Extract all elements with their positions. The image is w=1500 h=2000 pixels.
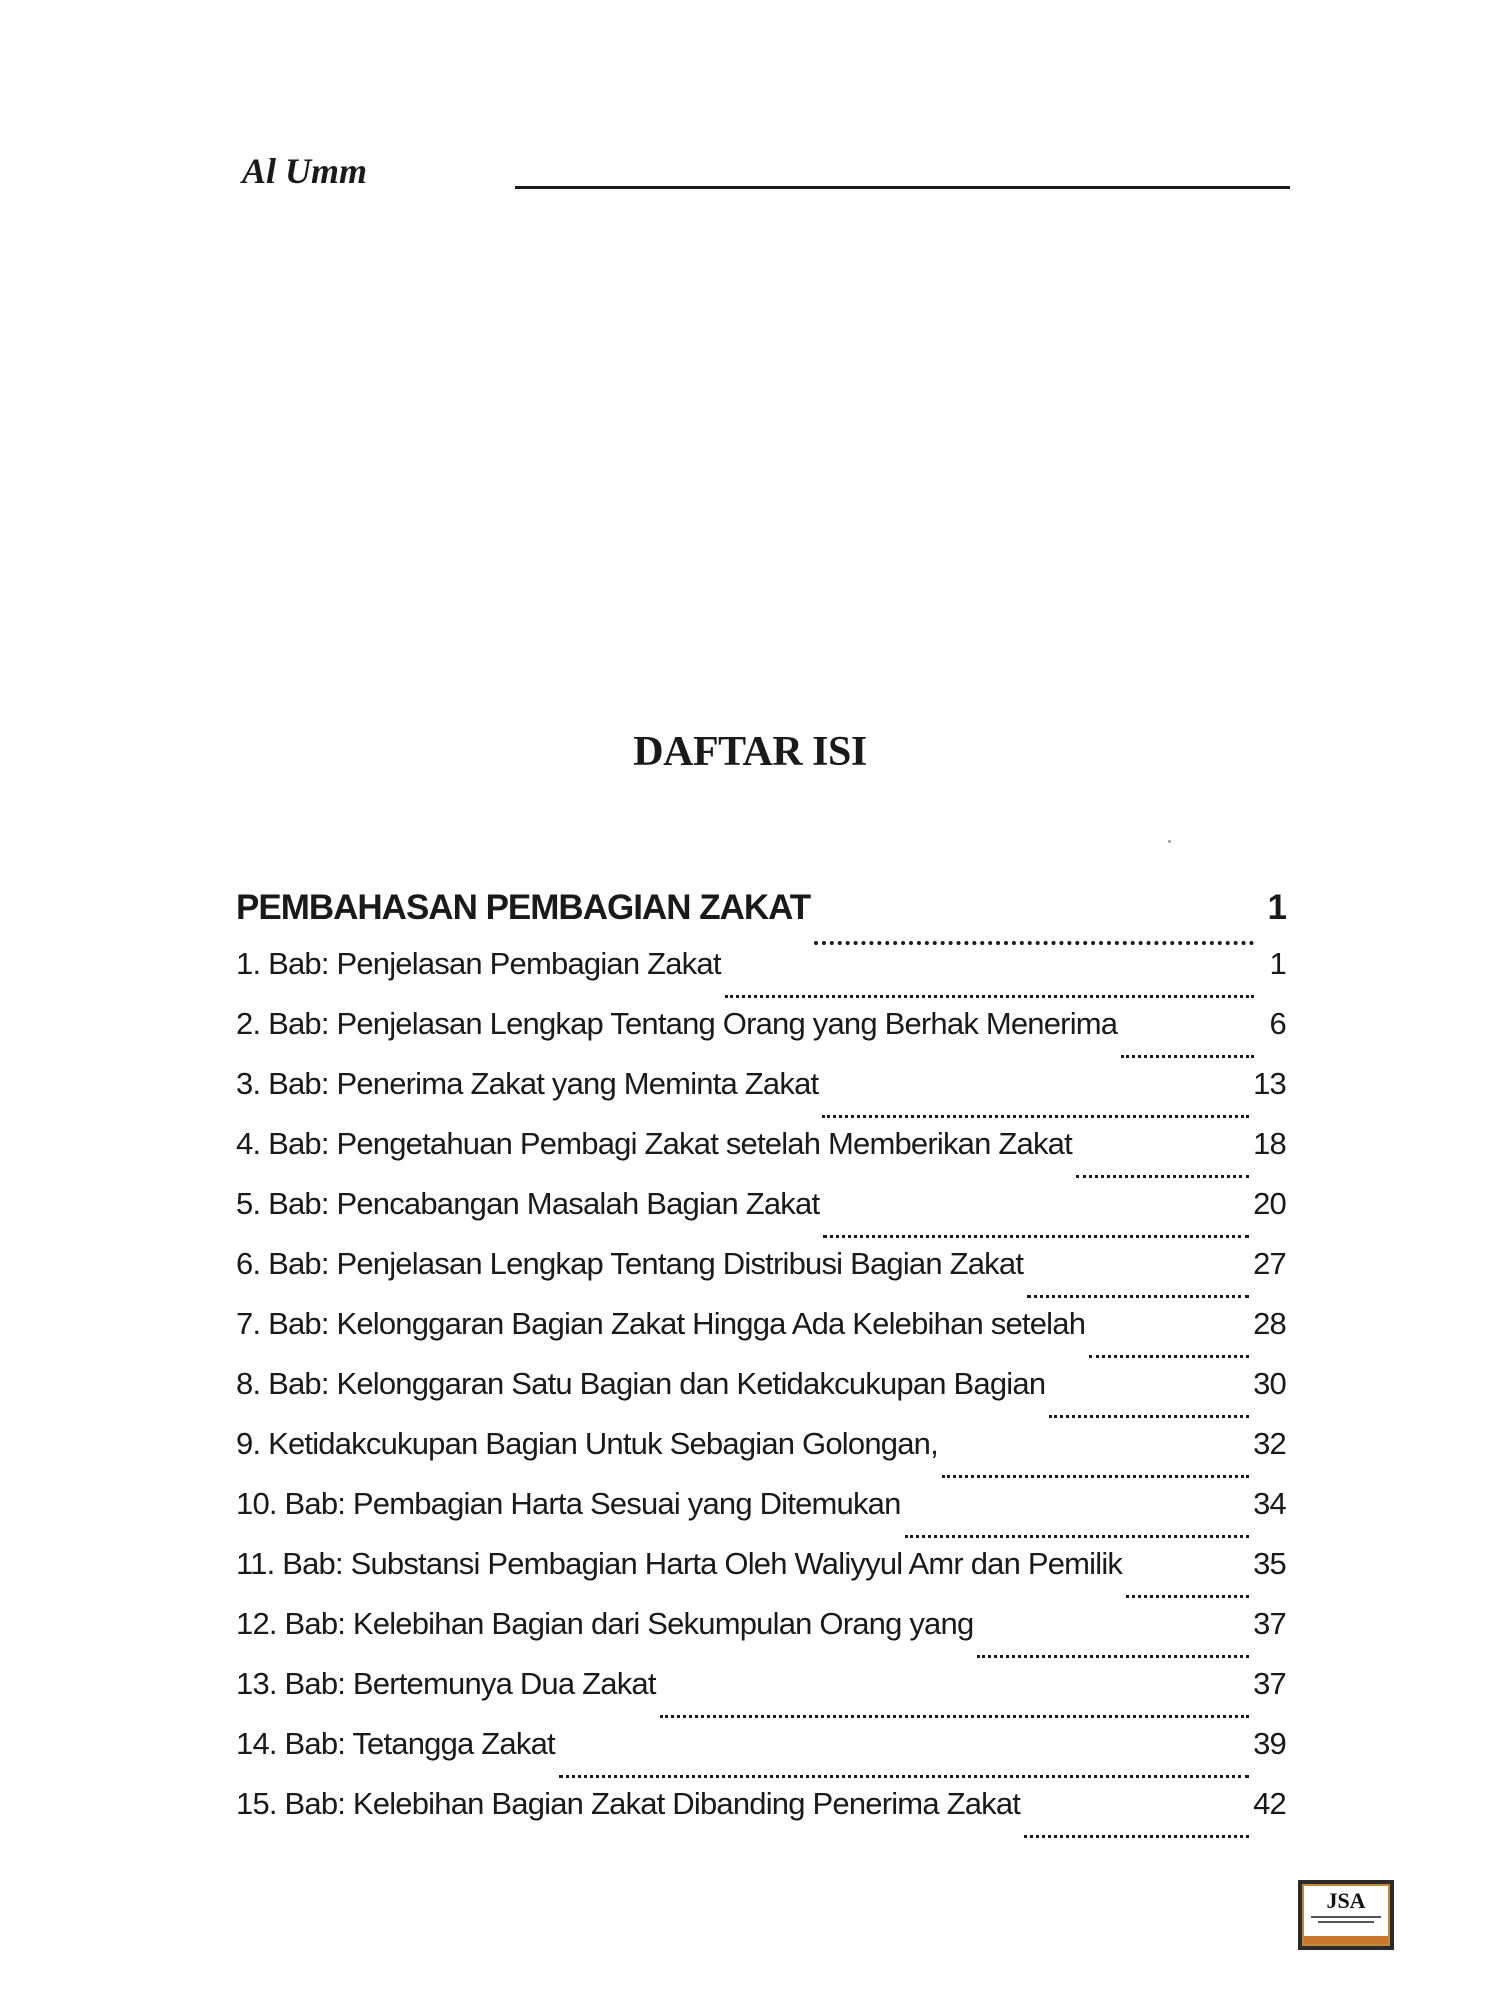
toc-entries: [236, 946, 1286, 1846]
scan-speck: [1168, 840, 1171, 843]
dot-leader: [942, 1475, 1249, 1478]
stamp-frame: [1302, 1884, 1390, 1946]
dot-leader: [823, 1235, 1249, 1238]
toc-entry-label: 7. Bab: Kelonggaran Bagian Zakat Hingga Ada Kelebihan setelah: [236, 1306, 1086, 1341]
toc-entry-page: 42: [1253, 1786, 1286, 1821]
toc-entry[interactable]: [236, 1426, 1286, 1486]
toc-entry-page: 6: [1269, 1006, 1286, 1041]
toc-entry-label: 14. Bab: Tetangga Zakat: [236, 1726, 555, 1761]
toc-entry-label: 11. Bab: Substansi Pembagian Harta Oleh Waliyyul Amr dan Pemilik: [236, 1546, 1123, 1581]
toc-entry[interactable]: [236, 1786, 1286, 1846]
dot-leader: [822, 1115, 1249, 1118]
toc-section-page: 1: [1267, 888, 1286, 927]
toc-entry[interactable]: [236, 1666, 1286, 1726]
toc-entry-page: 27: [1253, 1246, 1286, 1281]
dot-leader: [660, 1715, 1249, 1718]
toc-entry-page: 20: [1253, 1186, 1286, 1221]
toc-entry-label: 3. Bab: Penerima Zakat yang Meminta Zakat: [236, 1066, 819, 1101]
toc-entry-page: 1: [1269, 946, 1286, 981]
toc-entry-page: 34: [1253, 1486, 1286, 1521]
toc-entry-page: 13: [1253, 1066, 1286, 1101]
toc-section-label: PEMBAHASAN PEMBAGIAN ZAKAT: [236, 888, 811, 927]
toc-entry[interactable]: [236, 1186, 1286, 1246]
toc-entry-label: 13. Bab: Bertemunya Dua Zakat: [236, 1666, 656, 1701]
stamp-text: JSA: [1326, 1888, 1366, 1913]
header-rule: [515, 186, 1290, 189]
toc-entry[interactable]: [236, 1546, 1286, 1606]
toc-entry[interactable]: [236, 1606, 1286, 1666]
toc-section-heading[interactable]: [236, 888, 1286, 954]
toc-entry-label: 8. Bab: Kelonggaran Satu Bagian dan Ketidakcukupan Bagian: [236, 1366, 1046, 1401]
toc-entry[interactable]: [236, 1306, 1286, 1366]
toc-entry-label: 15. Bab: Kelebihan Bagian Zakat Dibanding Penerima Zakat: [236, 1786, 1021, 1821]
toc-entry[interactable]: [236, 1726, 1286, 1786]
toc-entry[interactable]: [236, 1006, 1286, 1066]
dot-leader: [1024, 1835, 1249, 1838]
toc-entry-label: 6. Bab: Penjelasan Lengkap Tentang Distribusi Bagian Zakat: [236, 1246, 1024, 1281]
dot-leader: [1027, 1295, 1249, 1298]
toc-entry-label: 2. Bab: Penjelasan Lengkap Tentang Orang yang Berhak Menerima: [236, 1006, 1118, 1041]
dot-leader: [977, 1655, 1249, 1658]
dot-leader: [905, 1535, 1250, 1538]
stamp-subtitle-line: [1318, 1921, 1374, 1923]
dot-leader: [559, 1775, 1249, 1778]
dot-leader: [725, 995, 1254, 998]
toc-entry-page: 39: [1253, 1726, 1286, 1761]
toc-entry-label: 12. Bab: Kelebihan Bagian dari Sekumpulan Orang yang: [236, 1606, 974, 1641]
toc-entry-page: 28: [1253, 1306, 1286, 1341]
stamp-subtitle-line: [1311, 1916, 1381, 1918]
toc-entry-label: 10. Bab: Pembagian Harta Sesuai yang Ditemukan: [236, 1486, 901, 1521]
running-title: Al Umm: [242, 151, 368, 191]
stamp-base: [1304, 1936, 1388, 1944]
toc-entry-label: 9. Ketidakcukupan Bagian Untuk Sebagian Golongan,: [236, 1426, 938, 1461]
toc-entry-label: 5. Bab: Pencabangan Masalah Bagian Zakat: [236, 1186, 820, 1221]
toc-entry-label: 1. Bab: Penjelasan Pembagian Zakat: [236, 946, 721, 981]
toc-entry[interactable]: [236, 1486, 1286, 1546]
toc-entry-page: 18: [1253, 1126, 1286, 1161]
dot-leader: [1049, 1415, 1249, 1418]
toc-title: DAFTAR ISI: [633, 729, 867, 775]
toc-entry[interactable]: [236, 1066, 1286, 1126]
toc-entry-page: 37: [1253, 1606, 1286, 1641]
toc-entry-page: 35: [1253, 1546, 1286, 1581]
toc-entry-page: 30: [1253, 1366, 1286, 1401]
dot-leader: [1126, 1595, 1249, 1598]
dot-leader: [1076, 1175, 1249, 1178]
toc-entry-page: 32: [1253, 1426, 1286, 1461]
dot-leader: [1121, 1055, 1254, 1058]
toc-entry-page: 37: [1253, 1666, 1286, 1701]
toc-entry[interactable]: [236, 946, 1286, 1006]
toc-entry-label: 4. Bab: Pengetahuan Pembagi Zakat setelah Memberikan Zakat: [236, 1126, 1072, 1161]
jsa-logo-stamp: [1298, 1880, 1394, 1950]
table-of-contents: [236, 888, 1286, 1846]
toc-entry[interactable]: [236, 1246, 1286, 1306]
toc-entry[interactable]: [236, 1126, 1286, 1186]
dot-leader: [814, 941, 1254, 945]
dot-leader: [1089, 1355, 1249, 1358]
toc-entry[interactable]: [236, 1366, 1286, 1426]
